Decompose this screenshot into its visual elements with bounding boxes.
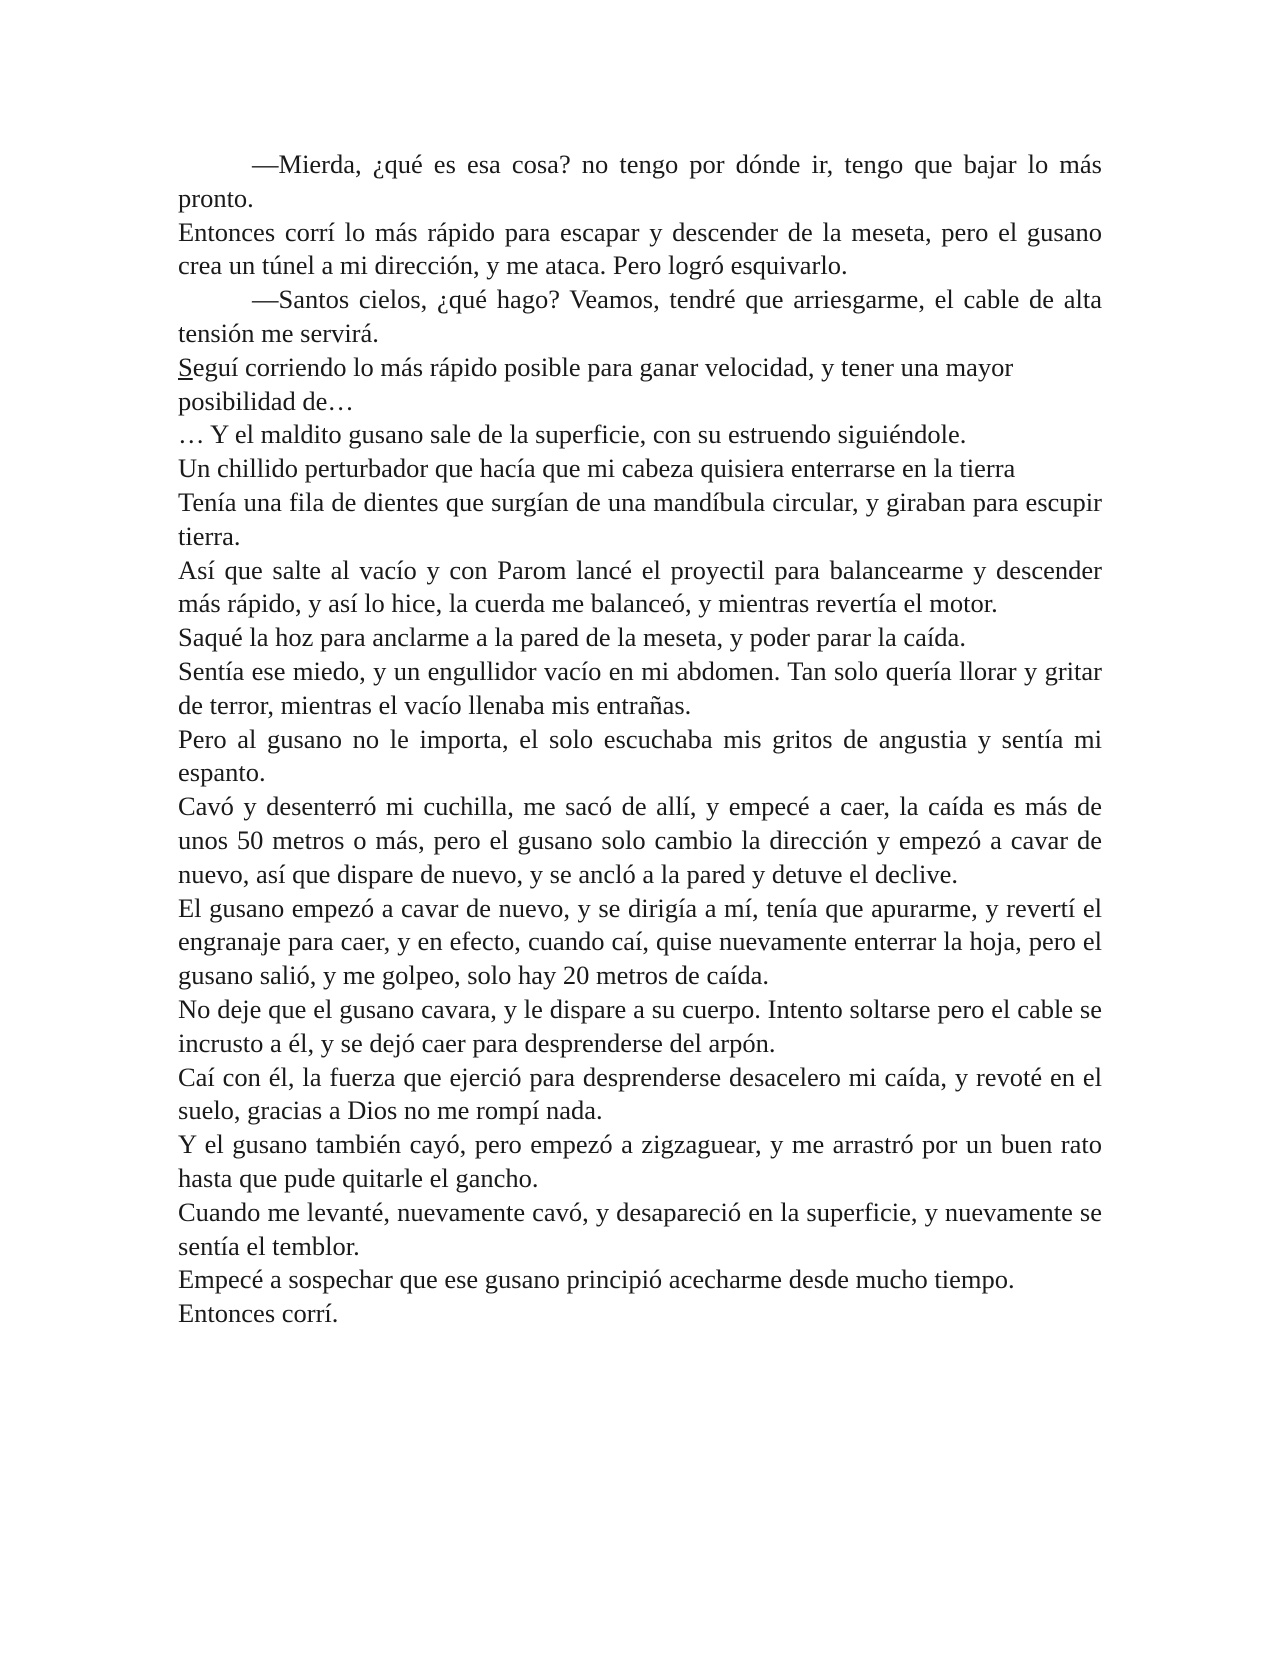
story-text	[178, 148, 1102, 1331]
paragraph: Y el gusano también cayó, pero empezó a zigzaguear, y me arrastró por un buen rato hasta que pude quitarle el gancho.	[178, 1129, 1102, 1193]
paragraph: Caí con él, la fuerza que ejerció para desprenderse desacelero mi caída, y revoté en el suelo, gracias a Dios no me rompí nada.	[178, 1061, 1102, 1126]
paragraph-dialogue: —Santos cielos, ¿qué hago? Veamos, tendré que arriesgarme, el cable de alta tensión me servirá.	[178, 284, 1102, 348]
paragraph: Entonces corrí lo más rápido para escapar y descender de la meseta, pero el gusano crea un túnel a mi dirección, y me ataca. Pero logró esquivarlo.	[178, 216, 1102, 281]
paragraph-dialogue: —Mierda, ¿qué es esa cosa? no tengo por dónde ir, tengo que bajar lo más pronto.	[178, 149, 1102, 213]
paragraph: Empecé a sospechar que ese gusano principió acecharme desde mucho tiempo.	[178, 1264, 1015, 1295]
paragraph: Cuando me levanté, nuevamente cavó, y desapareció en la superficie, y nuevamente se sentía el temblor.	[178, 1196, 1102, 1261]
paragraph: Sentía ese miedo, y un engullidor vacío en mi abdomen. Tan solo quería llorar y gritar de terror, mientras el vacío llenaba mis entrañas.	[178, 655, 1102, 720]
paragraph: … Y el maldito gusano sale de la superficie, con su estruendo siguiéndole.	[178, 419, 967, 450]
paragraph: Entonces corrí.	[178, 1298, 339, 1329]
paragraph: Un chillido perturbador que hacía que mi cabeza quisiera enterrarse en la tierra	[178, 453, 1016, 484]
paragraph: El gusano empezó a cavar de nuevo, y se dirigía a mí, tenía que apurarme, y revertí el engranaje para caer, y en efecto, cuando caí, quise nuevamente enterrar la hoja, pero el gusano salió, y me golpeo, solo hay 20 metros de caída.	[178, 892, 1102, 991]
paragraph: Tenía una fila de dientes que surgían de una mandíbula circular, y giraban para escupir tierra.	[178, 486, 1102, 551]
paragraph: No deje que el gusano cavara, y le dispare a su cuerpo. Intento soltarse pero el cable se incrusto a él, y se dejó caer para desprenderse del arpón.	[178, 993, 1102, 1058]
underlined-initial: S	[178, 351, 193, 382]
paragraph: Pero al gusano no le importa, el solo escuchaba mis gritos de angustia y sentía mi espanto.	[178, 723, 1102, 788]
paragraph-rest: eguí corriendo lo más rápido posible para ganar velocidad, y tener una mayor posibilidad de…	[178, 351, 1014, 416]
paragraph: Cavó y desenterró mi cuchilla, me sacó de allí, y empecé a caer, la caída es más de unos 50 metros o más, pero el gusano solo cambio la dirección y empezó a cavar de nuevo, así que dispare de nuevo, y se ancló a la pared y detuve el declive.	[178, 791, 1102, 889]
paragraph: Así que salte al vacío y con Parom lancé el proyectil para balancearme y descender más rápido, y así lo hice, la cuerda me balanceó, y mientras revertía el motor.	[178, 554, 1102, 619]
paragraph	[178, 351, 1102, 419]
paragraph: Saqué la hoz para anclarme a la pared de la meseta, y poder parar la caída.	[178, 622, 966, 653]
